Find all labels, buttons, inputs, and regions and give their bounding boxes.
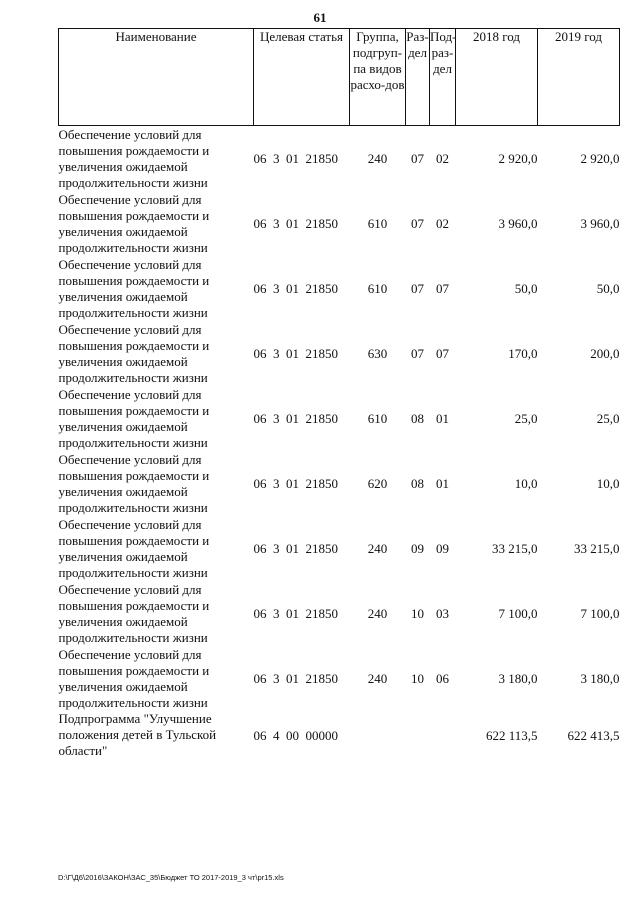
header-row [59,29,620,126]
header-2018: 2018 год [456,29,538,126]
row-group: 240 [367,540,388,556]
row-target-code: 06 3 01 21850 [253,345,338,361]
row-name: Обеспечение условий для повышения рождаемости и увеличения ожидаемой продолжительности жизни [58,451,210,515]
row-2019: 25,0 [596,410,620,426]
row-target-code: 06 3 01 21850 [253,475,338,491]
row-subsection [430,711,456,776]
row-group: 620 [367,475,388,491]
row-2018: 3 180,0 [498,670,538,686]
row-subsection: 09 [436,540,449,556]
row-name: Обеспечение условий для повышения рождаемости и увеличения ожидаемой продолжительности жизни [58,321,210,385]
row-target-code: 06 3 01 21850 [253,410,338,426]
row-name: Обеспечение условий для повышения рождаемости и увеличения ожидаемой продолжительности жизни [58,386,210,450]
row-group: 610 [367,410,388,426]
row-name: Обеспечение условий для повышения рождаемости и увеличения ожидаемой продолжительности жизни [58,256,210,320]
row-subsection: 06 [436,670,449,686]
row-name: Подпрограмма "Улучшение положения детей в Тульской области" [58,711,217,758]
row-section: 10 [411,605,424,621]
row-section: 07 [411,215,424,231]
row-2019: 10,0 [596,475,620,491]
row-group: 610 [367,280,388,296]
row-section: 07 [411,280,424,296]
row-group [350,711,406,776]
row-2018: 33 215,0 [492,540,538,556]
row-2019: 3 960,0 [580,215,620,231]
row-target-code: 06 3 01 21850 [253,150,338,166]
header-group: Группа, подгруп-па видов расхо-дов [350,29,406,126]
table-row [59,711,620,776]
page-number: 61 [313,10,327,25]
row-target-code: 06 3 01 21850 [253,280,338,296]
row-name: Обеспечение условий для повышения рождаемости и увеличения ожидаемой продолжительности жизни [58,126,210,190]
row-section: 08 [411,475,424,491]
row-2019: 2 920,0 [580,150,620,166]
row-2019: 3 180,0 [580,670,620,686]
table-row [59,386,620,451]
row-target-code: 06 3 01 21850 [253,540,338,556]
row-section: 07 [411,345,424,361]
table-row [59,126,620,192]
table-row [59,191,620,256]
row-2018: 622 113,5 [485,728,538,743]
row-subsection: 07 [436,280,449,296]
header-target: Целевая статья [254,29,350,126]
header-2019: 2019 год [538,29,620,126]
row-2019: 33 215,0 [574,540,620,556]
row-subsection: 03 [436,605,449,621]
row-group: 610 [367,215,388,231]
row-2019: 50,0 [596,280,620,296]
row-2018: 2 920,0 [498,150,538,166]
row-group: 240 [367,670,388,686]
row-2018: 10,0 [514,475,538,491]
row-name: Обеспечение условий для повышения рождаемости и увеличения ожидаемой продолжительности жизни [58,516,210,580]
row-name: Обеспечение условий для повышения рождаемости и увеличения ожидаемой продолжительности жизни [58,581,210,645]
header-subsection: Под-раз-дел [430,29,456,126]
row-2018: 7 100,0 [498,605,538,621]
row-2018: 50,0 [514,280,538,296]
header-name: Наименование [59,29,254,126]
row-section [406,711,430,776]
row-name: Обеспечение условий для повышения рождаемости и увеличения ожидаемой продолжительности жизни [58,191,210,255]
row-2019: 200,0 [590,345,620,361]
row-subsection: 01 [436,410,449,426]
row-section: 07 [411,150,424,166]
row-section: 08 [411,410,424,426]
table-row [59,451,620,516]
table-row [59,646,620,711]
row-name: Обеспечение условий для повышения рождаемости и увеличения ожидаемой продолжительности жизни [58,646,210,710]
row-subsection: 02 [436,150,449,166]
row-2019: 7 100,0 [580,605,620,621]
row-group: 240 [367,150,388,166]
table-row [59,321,620,386]
row-group: 630 [367,345,388,361]
row-subsection: 02 [436,215,449,231]
row-section: 09 [411,540,424,556]
budget-table [58,28,620,776]
row-target-code: 06 3 01 21850 [253,670,338,686]
row-2018: 170,0 [508,345,538,361]
row-target-code: 06 4 00 00000 [253,728,338,743]
table-row [59,516,620,581]
row-section: 10 [411,670,424,686]
file-path-footer: D:\Г\Д6\2016\ЗАКОН\ЗАС_35\Бюджет ТО 2017-2019_3 чт\pr15.xls [58,873,284,882]
row-subsection: 01 [436,475,449,491]
row-2018: 3 960,0 [498,215,538,231]
header-section: Раз-дел [406,29,430,126]
table-row [59,581,620,646]
table-row [59,256,620,321]
row-2019: 622 413,5 [567,728,620,743]
row-target-code: 06 3 01 21850 [253,215,338,231]
row-2018: 25,0 [514,410,538,426]
row-subsection: 07 [436,345,449,361]
row-target-code: 06 3 01 21850 [253,605,338,621]
row-group: 240 [367,605,388,621]
